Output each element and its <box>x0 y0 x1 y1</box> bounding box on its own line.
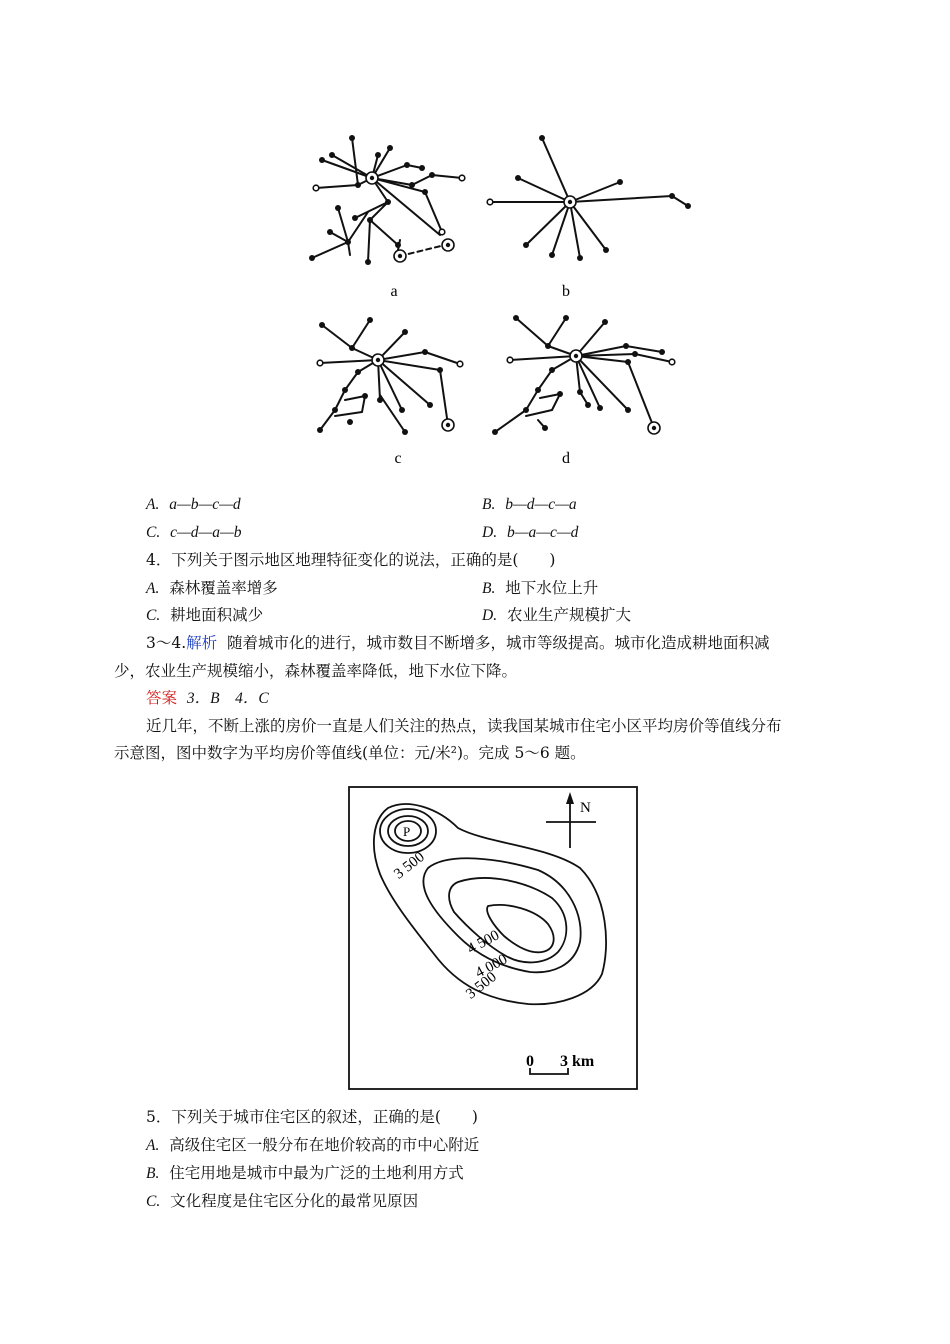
contour-label-4500: 4 500 <box>464 927 503 958</box>
intro-line-1: 近几年，不断上涨的房价一直是人们关注的热点，读我国某城市住宅小区平均房价等值线分布 <box>146 717 782 735</box>
scale-zero: 0 <box>526 1053 534 1070</box>
north-label: N <box>580 800 591 816</box>
house-price-contour-map <box>348 786 638 1090</box>
analysis-line-1: 3～4.解析 随着城市化的进行，城市数目不断增多，城市等级提高。城市化造成耕地面积减 <box>146 634 770 652</box>
scale-value: 3 km <box>560 1053 595 1070</box>
q5-option-c: C. 文化程度是住宅区分化的最常见原因 <box>146 1192 419 1210</box>
point-p-label: P <box>403 824 411 839</box>
q3-option-d: D. b—a—c—d <box>482 524 579 541</box>
q5-option-b: B. 住宅用地是城市中最为广泛的土地利用方式 <box>146 1164 464 1182</box>
contour-label-4000: 4 000 <box>472 951 511 982</box>
analysis-line-2: 少，农业生产规模缩小，森林覆盖率降低，地下水位下降。 <box>114 662 518 680</box>
q3-option-b: B. b—d—c—a <box>482 496 577 513</box>
q5-stem: 5．下列关于城市住宅区的叙述，正确的是( ) <box>146 1108 478 1126</box>
intro-line-2: 示意图，图中数字为平均房价等值线(单位：元/米²)。完成 5～6 题。 <box>114 744 586 762</box>
q3-option-c: C. c—d—a—b <box>146 524 242 541</box>
q4-stem: 4．下列关于图示地区地理特征变化的说法，正确的是( ) <box>146 551 556 569</box>
figure-label-a: a <box>390 283 398 300</box>
answer-line: 答案 3．B 4．C <box>146 689 269 707</box>
network-b <box>490 138 688 258</box>
q5-option-a: A. 高级住宅区一般分布在地价较高的市中心附近 <box>146 1136 480 1154</box>
figure-label-c: c <box>394 450 402 467</box>
q3-option-a: A. a—b—c—d <box>146 496 241 513</box>
figure-label-b: b <box>562 283 570 300</box>
answer-label: 答案 <box>146 689 178 707</box>
network-d <box>495 318 672 432</box>
analysis-label: 解析 <box>186 634 218 652</box>
q4-option-c: C. 耕地面积减少 <box>146 606 264 624</box>
contour-label-3500-south: 3 500 <box>463 969 500 1003</box>
q4-option-d: D. 农业生产规模扩大 <box>482 606 631 624</box>
network-c <box>320 320 460 432</box>
urbanization-network-figure <box>290 120 710 470</box>
contour-label-3500-north: 3 500 <box>391 849 428 883</box>
figure-label-d: d <box>562 450 570 467</box>
q4-option-a: A. 森林覆盖率增多 <box>146 579 278 597</box>
q4-option-b: B. 地下水位上升 <box>482 579 599 597</box>
